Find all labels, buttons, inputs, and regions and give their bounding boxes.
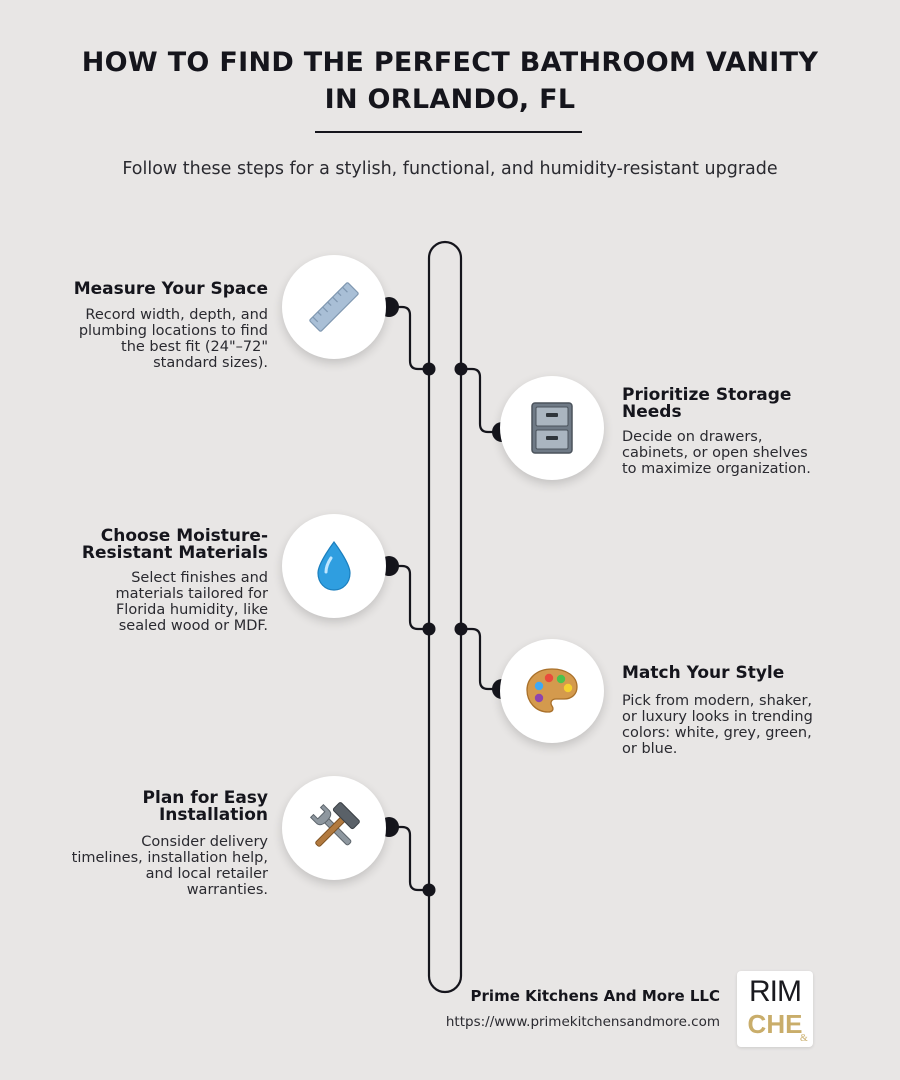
step-5-desc-line: warranties. <box>186 882 268 898</box>
step-2-icon-circle <box>500 376 604 480</box>
step-1-description <box>8 307 268 371</box>
step-3-title <box>8 528 268 562</box>
step-4-desc-line: colors: white, grey, green, <box>622 725 812 741</box>
step-3-desc-line: sealed wood or MDF. <box>118 618 268 634</box>
connector-step-5 <box>389 827 429 890</box>
trunk-node-step-1 <box>423 363 436 376</box>
step-3-desc-line: Select finishes and <box>131 570 268 586</box>
step-5-title-line: Installation <box>158 805 268 825</box>
step-5-title <box>8 790 268 824</box>
page-title-line-2: IN ORLANDO, FL <box>324 84 576 115</box>
step-4-desc-line: or blue. <box>622 741 678 757</box>
step-2-desc-line: cabinets, or open shelves <box>622 445 808 461</box>
step-5-icon-circle <box>282 776 386 880</box>
trunk-node-step-2 <box>455 363 468 376</box>
company-url[interactable]: https://www.primekitchensandmore.com <box>445 1014 720 1030</box>
step-3-icon-circle <box>282 514 386 618</box>
trunk-node-step-4 <box>455 623 468 636</box>
step-2-title <box>622 387 872 421</box>
step-4-icon-circle <box>500 639 604 743</box>
hammer-wrench-icon <box>306 800 362 856</box>
step-4-title-line: Match Your Style <box>622 663 785 683</box>
step-5-title-line: Plan for Easy <box>142 788 268 808</box>
step-1-desc-line: standard sizes). <box>153 355 268 371</box>
page-title-line-1: HOW TO FIND THE PERFECT BATHROOM VANITY <box>81 47 819 78</box>
water-droplet-icon <box>314 539 354 593</box>
step-2-desc-line: to maximize organization. <box>622 461 811 477</box>
step-5-description <box>8 834 268 898</box>
connector-step-1 <box>389 307 429 369</box>
file-cabinet-icon <box>526 400 578 456</box>
step-1-desc-line: the best fit (24"–72" <box>121 339 268 355</box>
step-5-desc-line: and local retailer <box>145 866 268 882</box>
step-1-desc-line: Record width, depth, and <box>85 307 268 323</box>
step-1-title <box>8 281 268 298</box>
logo-text-amp: & <box>800 1033 808 1044</box>
subtitle: Follow these steps for a stylish, functional, and humidity-resistant upgrade <box>122 159 778 179</box>
step-4-desc-line: Pick from modern, shaker, <box>622 693 813 709</box>
step-3-desc-line: materials tailored for <box>115 586 268 602</box>
step-3-title-line: Choose Moisture- <box>100 526 268 546</box>
step-4-title <box>622 665 872 682</box>
company-name: Prime Kitchens And More LLC <box>470 987 720 1005</box>
step-5-desc-line: Consider delivery <box>141 834 268 850</box>
step-2-title-line: Prioritize Storage <box>622 385 792 405</box>
step-1-icon-circle <box>282 255 386 359</box>
step-1-desc-line: plumbing locations to find <box>78 323 268 339</box>
step-2-description <box>622 429 872 477</box>
step-2-desc-line: Decide on drawers, <box>622 429 763 445</box>
paint-palette-icon <box>524 666 580 716</box>
company-logo <box>737 971 813 1047</box>
step-3-title-line: Resistant Materials <box>81 543 268 563</box>
step-4-desc-line: or luxury looks in trending <box>622 709 813 725</box>
logo-mark <box>737 971 813 1047</box>
logo-text-bottom: CHE <box>747 1009 803 1039</box>
logo-text-top: RIM <box>749 975 801 1008</box>
step-3-desc-line: Florida humidity, like <box>115 602 268 618</box>
connector-step-3 <box>389 566 429 629</box>
connector-step-2 <box>461 369 502 432</box>
step-1-title-line: Measure Your Space <box>73 279 268 299</box>
ruler-icon <box>304 277 364 337</box>
step-4-description <box>622 693 872 757</box>
connector-step-4 <box>461 629 502 689</box>
step-2-title-line: Needs <box>622 402 682 422</box>
step-3-description <box>8 570 268 634</box>
timeline-trunk <box>429 242 461 992</box>
trunk-node-step-3 <box>423 623 436 636</box>
trunk-node-step-5 <box>423 884 436 897</box>
step-5-desc-line: timelines, installation help, <box>71 850 268 866</box>
